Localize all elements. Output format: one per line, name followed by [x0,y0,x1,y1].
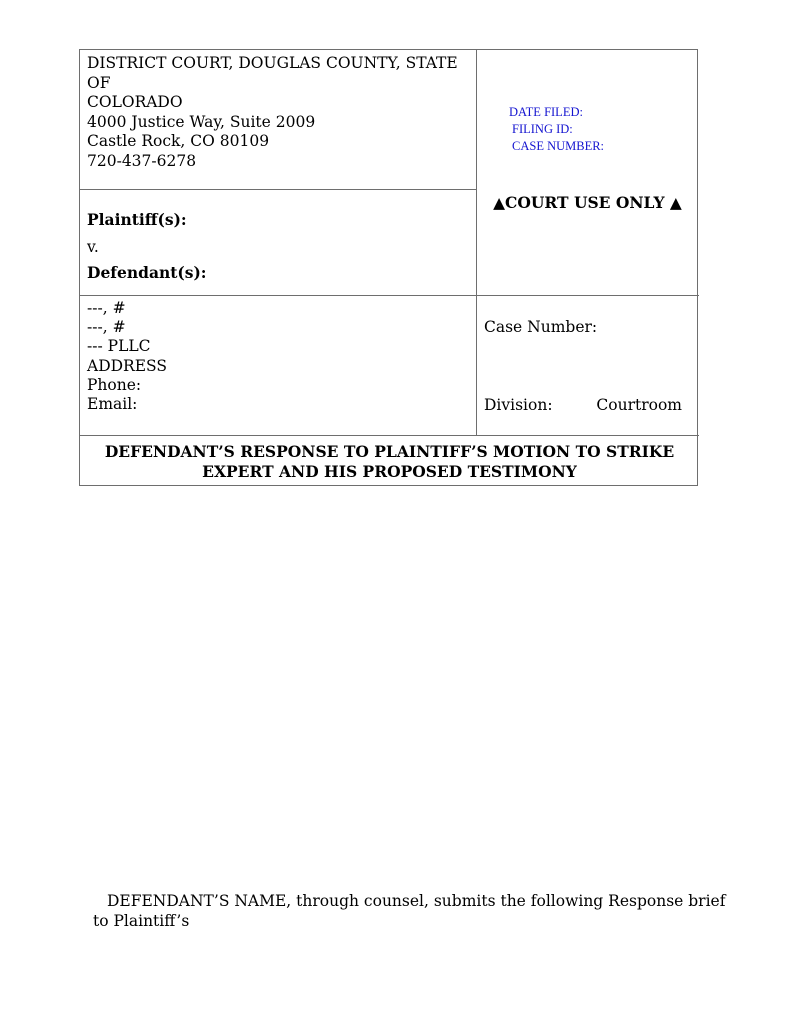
caption-row-divider-court [80,189,476,190]
filing-id-label: FILING ID: [512,122,573,136]
caption-row-divider-title [80,435,699,436]
courtroom-label: Courtroom [596,396,682,414]
document-title-line: DEFENDANT’S RESPONSE TO PLAINTIFF’S MOTION TO STRIKE [104,442,675,461]
body-paragraph [93,891,733,931]
versus-label: v. [87,238,99,256]
court-line: COLORADO [87,93,183,111]
court-line: DISTRICT COURT, DOUGLAS COUNTY, STATE [87,54,458,72]
plaintiff-label: Plaintiff(s): [87,210,187,229]
document-title-line: EXPERT AND HIS PROPOSED TESTIMONY [202,462,577,481]
court-info [87,54,472,171]
division-label: Division: [484,396,553,414]
defendant-label: Defendant(s): [87,263,207,282]
court-use-only-label: ▲COURT USE ONLY ▲ [493,193,682,212]
parties-block [87,210,207,283]
court-phone: 720-437-6278 [87,151,197,170]
court-address: 4000 Justice Way, Suite 2009 [87,112,316,131]
filing-case-number-label: CASE NUMBER: [512,139,605,153]
caption-column-divider [476,50,477,435]
attorney-email: Email: [87,395,138,414]
caption-row-divider-parties [80,295,699,296]
attorney-phone: Phone: [87,375,142,394]
court-line: OF [87,73,111,92]
caption-table [79,49,698,486]
attorney-line: ---, # [87,318,126,337]
document-title [80,442,699,482]
date-filed-label: DATE FILED: [509,105,583,119]
attorney-address: ADDRESS [87,356,167,375]
court-city: Castle Rock, CO 80109 [87,132,270,150]
case-number-label: Case Number: [484,318,598,336]
attorney-info [87,299,167,414]
attorney-line: ---, # [87,299,126,317]
division-row [484,396,682,414]
body-line: to Plaintiff’s [93,912,190,930]
body-line: DEFENDANT’S NAME, through counsel, submits the following Response brief [107,892,726,910]
attorney-firm: --- PLLC [87,337,151,356]
filing-stamp [509,104,604,155]
